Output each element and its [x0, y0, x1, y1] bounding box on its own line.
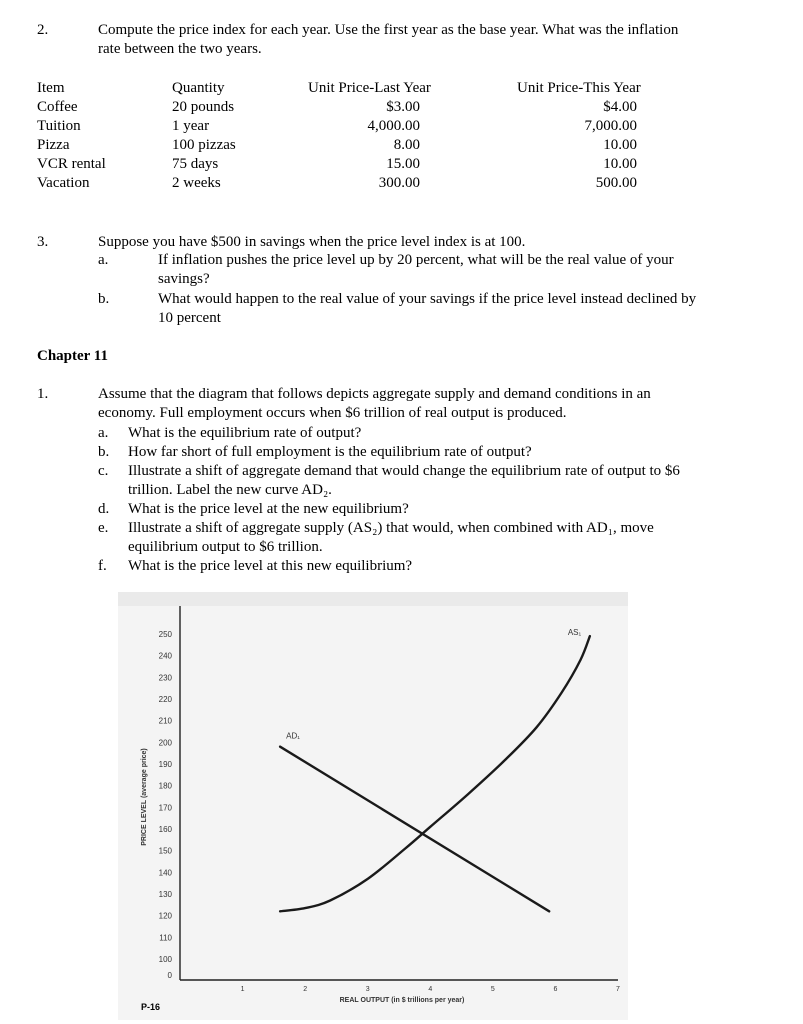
- table-cell-quantity: 20 pounds: [172, 99, 235, 115]
- question-2-text-line1: Compute the price index for each year. Use the first year as the base year. What was the inflation: [98, 22, 679, 38]
- table-header-quantity: Quantity: [172, 80, 225, 96]
- y-tick-label: 160: [158, 825, 172, 834]
- table-cell-last: 300.00: [378, 175, 420, 191]
- y-tick-label: 190: [158, 760, 172, 769]
- subq-c-label: c.: [98, 463, 109, 479]
- x-tick-label: 3: [365, 986, 370, 993]
- table-cell-this: 10.00: [603, 137, 637, 153]
- y-tick-label: 120: [158, 911, 172, 921]
- subq-e-label: e.: [98, 520, 109, 536]
- y-tick-label: 130: [158, 890, 172, 899]
- table-cell-last: 4,000.00: [367, 118, 420, 134]
- chapter-heading: Chapter 11: [37, 348, 108, 364]
- subq-f-text: What is the price level at this new equilibrium?: [128, 558, 413, 574]
- table-cell-last: 15.00: [386, 156, 420, 172]
- table-cell-this: $4.00: [603, 99, 637, 115]
- page-label: P-16: [141, 1002, 161, 1012]
- subq-a-text: What is the equilibrium rate of output?: [128, 425, 362, 441]
- table-cell-quantity: 75 days: [172, 156, 219, 172]
- y-tick-label: 140: [158, 868, 172, 878]
- x-tick-label: 2: [303, 986, 308, 993]
- subq-d-label: d.: [98, 501, 110, 517]
- ch11-question-1-line1: Assume that the diagram that follows depicts aggregate supply and demand conditions in an: [98, 386, 651, 402]
- y-tick-label: 110: [159, 933, 172, 943]
- subq-c-line1: Illustrate a shift of aggregate demand that would change the equilibrium rate of output to $6: [128, 463, 680, 479]
- x-tick-label: 4: [428, 986, 433, 993]
- table-cell-quantity: 1 year: [172, 118, 210, 134]
- y-tick-label: 100: [158, 955, 172, 964]
- table-cell-this: 7,000.00: [584, 118, 637, 134]
- question-3-intro: Suppose you have $500 in savings when the price level index is at 100.: [98, 234, 526, 250]
- table-cell-this: 10.00: [603, 156, 637, 172]
- ch11-question-1-line2: economy. Full employment occurs when $6 trillion of real output is produced.: [98, 405, 567, 421]
- x-tick-label: 7: [616, 986, 620, 993]
- x-tick-label: 6: [553, 986, 558, 993]
- subq-c-line2: trillion. Label the new curve AD₂.: [128, 482, 332, 498]
- table-header-this-year: Unit Price-This Year: [517, 80, 641, 96]
- question-3b-line2: 10 percent: [158, 310, 221, 326]
- question-2-text-line2: rate between the two years.: [98, 41, 262, 57]
- question-3b-line1: What would happen to the real value of your savings if the price level instead declined by: [158, 291, 697, 307]
- question-3a-line1: If inflation pushes the price level up by 20 percent, what will be the real value of your: [158, 252, 674, 268]
- question-3-number: 3.: [37, 234, 49, 250]
- origin-tick-label: 0: [167, 971, 172, 980]
- table-cell-last: $3.00: [386, 99, 420, 115]
- y-tick-label: 200: [158, 738, 172, 748]
- y-tick-label: 210: [158, 716, 172, 726]
- chart-top-band: [118, 592, 628, 606]
- y-tick-label: 150: [158, 846, 172, 856]
- question-2-number: 2.: [37, 22, 49, 38]
- table-cell-item: Pizza: [37, 137, 70, 153]
- table-cell-this: 500.00: [595, 175, 637, 191]
- question-3b-label: b.: [98, 291, 110, 307]
- subq-b-label: b.: [98, 444, 110, 460]
- x-tick-label: 5: [490, 986, 495, 993]
- subq-e-line2: equilibrium output to $6 trillion.: [128, 539, 323, 555]
- table-header-item: Item: [37, 80, 65, 96]
- y-tick-label: 220: [158, 695, 172, 704]
- table-cell-item: Vacation: [37, 175, 90, 191]
- y-tick-label: 170: [158, 803, 172, 813]
- ad-as-chart-svg: [118, 592, 628, 1020]
- table-cell-quantity: 2 weeks: [172, 175, 221, 191]
- subq-f-label: f.: [98, 558, 107, 574]
- y-tick-label: 180: [158, 781, 172, 791]
- y-tick-label: 230: [158, 673, 172, 683]
- ad-as-chart: [118, 592, 628, 1020]
- subq-a-label: a.: [98, 425, 109, 441]
- table-cell-item: VCR rental: [37, 156, 106, 172]
- table-cell-item: Coffee: [37, 99, 78, 115]
- subq-e-line1: Illustrate a shift of aggregate supply (AS₂) that would, when combined with AD₁, move: [128, 520, 654, 536]
- table-cell-quantity: 100 pizzas: [172, 137, 236, 153]
- table-cell-last: 8.00: [393, 137, 420, 153]
- ch11-question-1-number: 1.: [37, 386, 49, 402]
- question-3a-label: a.: [98, 252, 109, 268]
- y-tick-label: 250: [158, 630, 172, 639]
- as1-label: AS₁: [567, 628, 582, 638]
- question-3a-line2: savings?: [158, 271, 210, 287]
- y-tick-label: 240: [158, 651, 172, 661]
- chart-background: [118, 592, 628, 1020]
- subq-b-text: How far short of full employment is the equilibrium rate of output?: [128, 444, 532, 460]
- x-axis-title: REAL OUTPUT (in $ trillions per year): [339, 997, 465, 1004]
- ad1-label: AD₁: [286, 731, 300, 741]
- y-axis-title: PRICE LEVEL (average price): [141, 748, 148, 846]
- x-tick-label: 1: [240, 986, 245, 993]
- table-header-last-year: Unit Price-Last Year: [308, 80, 431, 96]
- subq-d-text: What is the price level at the new equilibrium?: [128, 501, 409, 517]
- table-cell-item: Tuition: [37, 118, 81, 134]
